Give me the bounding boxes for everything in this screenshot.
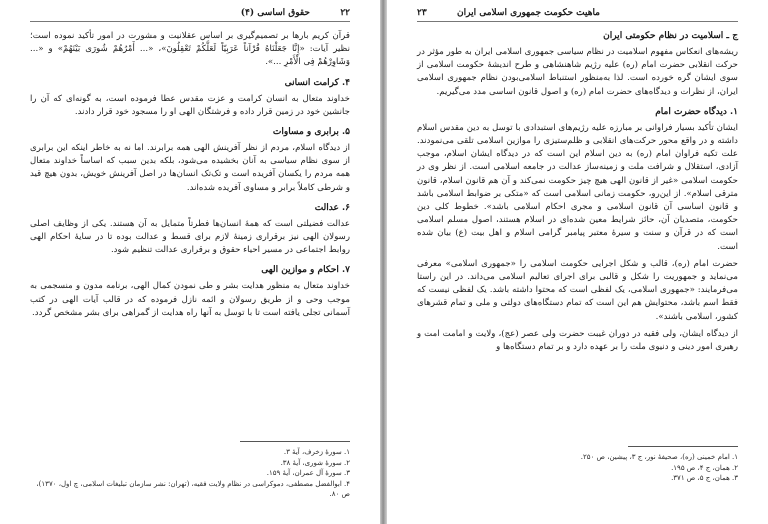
right-footnotes	[417, 452, 738, 484]
section-paragraph: حضرت امام (ره)، قالب و شکل اجرایی حکومت اسلامی را «جمهوری اسلامی» معرفی می‌نماید و جمهوریت را شکل و قالبی برای اجرای تعالیم اسلامی می‌داند. در این راستا می‌فرمایند: «جمهوری اسلامی، یک لفظی است که محتوا داشته باشد. یک لفظی نیست که فقط اسم باشد، محتوایش هم این است که تمام دستگاه‌های دولتی و ملی و تمام قشرهای کشور، اسلامی باشند».	[417, 258, 738, 322]
section-paragraph: عدالت فضیلتی است که همهٔ انسان‌ها فطرتاً متمایل به آن هستند. یکی از وظایف اصلی رسولان الهی نیز برقراری زمینهٔ لازم برای قسط و عدالت بوده تا در سایهٔ احکام الهی روابط اجتماعی در مسیر احیاء حقوق و برقراری عدالت تنظیم شود.	[30, 218, 350, 256]
section-paragraph: از دیدگاه ایشان، ولی فقیه در دوران غیبت حضرت ولی عصر (عج)، ولایت و امامت امت و رهبری امور دینی و دنیوی ملت را بر عهده دارد و بر تمام دستگاه‌ها و	[417, 328, 738, 353]
section-heading: ۵. برابری و مساوات	[272, 127, 350, 138]
left-footnotes	[30, 447, 350, 500]
footnote: ۱. سورهٔ زخرف، آیهٔ ۳.	[283, 448, 350, 456]
footnote: ۲. همان، ج ۴، ص ۱۹۵.	[671, 463, 738, 472]
section-heading: ج ـ اسلامیت در نظام حکومتی ایران	[603, 31, 738, 41]
right-page	[387, 0, 768, 524]
footnote: ۱. امام خمینی (ره)، صحیفهٔ نور، ج ۳، پیشین، ص ۲۵۰.	[580, 453, 738, 461]
intro-paragraph: قرآن کریم بارها بر تصمیم‌گیری بر اساس عقلانیت و مشورت در امور تأکید نموده است؛ نظیر آیات: «إِنَّا جَعَلْنَاهُ قُرْآناً عَرَبِیّاً لَعَلَّکُمْ تَعْقِلُونَ»، «... أَمْرُهُمْ شُورَى بَیْنَهُمْ» و «... وَشَاوِرْهُمْ فِی الْأَمْرِ ...».	[30, 31, 350, 68]
section-paragraph: ریشه‌های انعکاس مفهوم اسلامیت در نظام سیاسی جمهوری اسلامی ایران به طور مؤثر در حرکت انقلابی حضرت امام (ره) علیه رژیم شاهنشاهی و طرح اندیشهٔ حکومت اسلامی از سوی ایشان گره خورده است. لذا به‌منظور استنباط اسلامی‌بودن نظام جمهوری اسلامی ایران، از نظرات و دیدگاه‌های حضرت امام (ره) و اصول قانون اساسی مدد می‌گیریم.	[417, 47, 738, 97]
book-gutter	[380, 0, 387, 524]
footnote-divider	[240, 441, 350, 442]
section-heading: ۱. دیدگاه حضرت امام	[655, 106, 738, 117]
left-page	[0, 0, 380, 524]
section-paragraph: ایشان تأکید بسیار فراوانی بر مبارزه علیه رژیم‌های استبدادی با توسل به دین مقدس اسلام داشته و در واقع محور حرکت‌های انقلابی و ظلم‌ستیزی را موازین اسلامی تلقی می‌نمودند. علت تکیه فراوان امام (ره) به دین اسلام این است که در دیدگاه ایشان اسلام، موجب آزادی، استقلال و شرافت ملت و زمینه‌ساز عدالت در جامعه اسلامی است. از نظر وی در حکومت اسلامی «غیر از قانون الهی هیچ چیز حکومت نمی‌کند و آن هم قانون اسلام، قانون مترقی اسلام». از این‌رو، حکومت زمانی اسلامی است که «متکی بر ضوابط اسلامی باشد و قانون اساسی آن قانون اسلامی و مجری احکام اسلامی باشد». خطوط کلی دین حکومت، متصدیان آن، حائز شرایط معین شده‌ای در اسلام هستند، اصول مسلم اسلامی است که در قرآن و سنت و سیرهٔ معتبر پیامبر گرامی اسلام و اهل بیت (ع) بیان شده است.	[417, 122, 738, 252]
footnote: ۲. سورهٔ شوری، آیهٔ ۳۸.	[280, 458, 350, 467]
section-paragraph: خداوند متعال به منظور هدایت بشر و طی نمودن کمال الهی، برنامه مدون و منسجمی به موجب وحی و از طریق رسولان و ائمه نازل فرموده که در قالب آیات الهی در کتب آسمانی تجلی یافته است تا با توسل به آنها راه هدایت از گمراهی برای بشر مشخص گردد.	[30, 281, 350, 318]
section-paragraph: از دیدگاه اسلام، مردم از نظر آفرینش الهی همه برابرند. اما نه به خاطر اینکه این برابری از سوی نظام سیاسی به آنان بخشیده می‌شود، بلکه بدین سبب که اساساً خداوند متعال همه مردم را یکسان آفریده است و تک‌تک انسان‌ها در اصل آفرینش خویش، بدون هیچ قید و شرطی کاملاً برابر و مساوی آفریده شده‌اند.	[30, 143, 350, 193]
footnote: ۳. همان، ج ۵، ص ۳۷۱.	[671, 474, 738, 482]
section-heading: ۷. احکام و موازین الهی	[261, 265, 350, 276]
left-page-body	[30, 30, 350, 324]
page-number: ۲۳	[417, 8, 427, 18]
footnote: ۴. ابوالفضل مصطفی، دموکراسی در نظام ولایت فقیه، (تهران: نشر سازمان تبلیغات اسلامی، چ اول، ۱۳۷۰)، ص ۸۰.	[36, 479, 350, 498]
running-head: ماهیت حکومت جمهوری اسلامی ایران	[457, 8, 601, 18]
left-page-header	[30, 7, 350, 22]
right-page-body	[417, 30, 738, 358]
page-number: ۲۲	[340, 8, 350, 18]
running-head: حقوق اساسی (۴)	[240, 8, 310, 18]
section-heading: ۴. کرامت انسانی	[284, 77, 350, 88]
right-page-header	[417, 7, 738, 22]
section-paragraph: خداوند متعال به انسان کرامت و عزت مقدس عطا فرموده است، به گونه‌ای که آن را جانشین خود در زمین قرار داده و فرشتگان الهی او را مسجود خود قرار دادند.	[30, 93, 350, 117]
footnote: ۳. سورهٔ آل عمران، آیهٔ ۱۵۹.	[266, 469, 350, 477]
footnote-divider	[628, 446, 738, 447]
section-heading: ۶. عدالت	[314, 202, 350, 213]
